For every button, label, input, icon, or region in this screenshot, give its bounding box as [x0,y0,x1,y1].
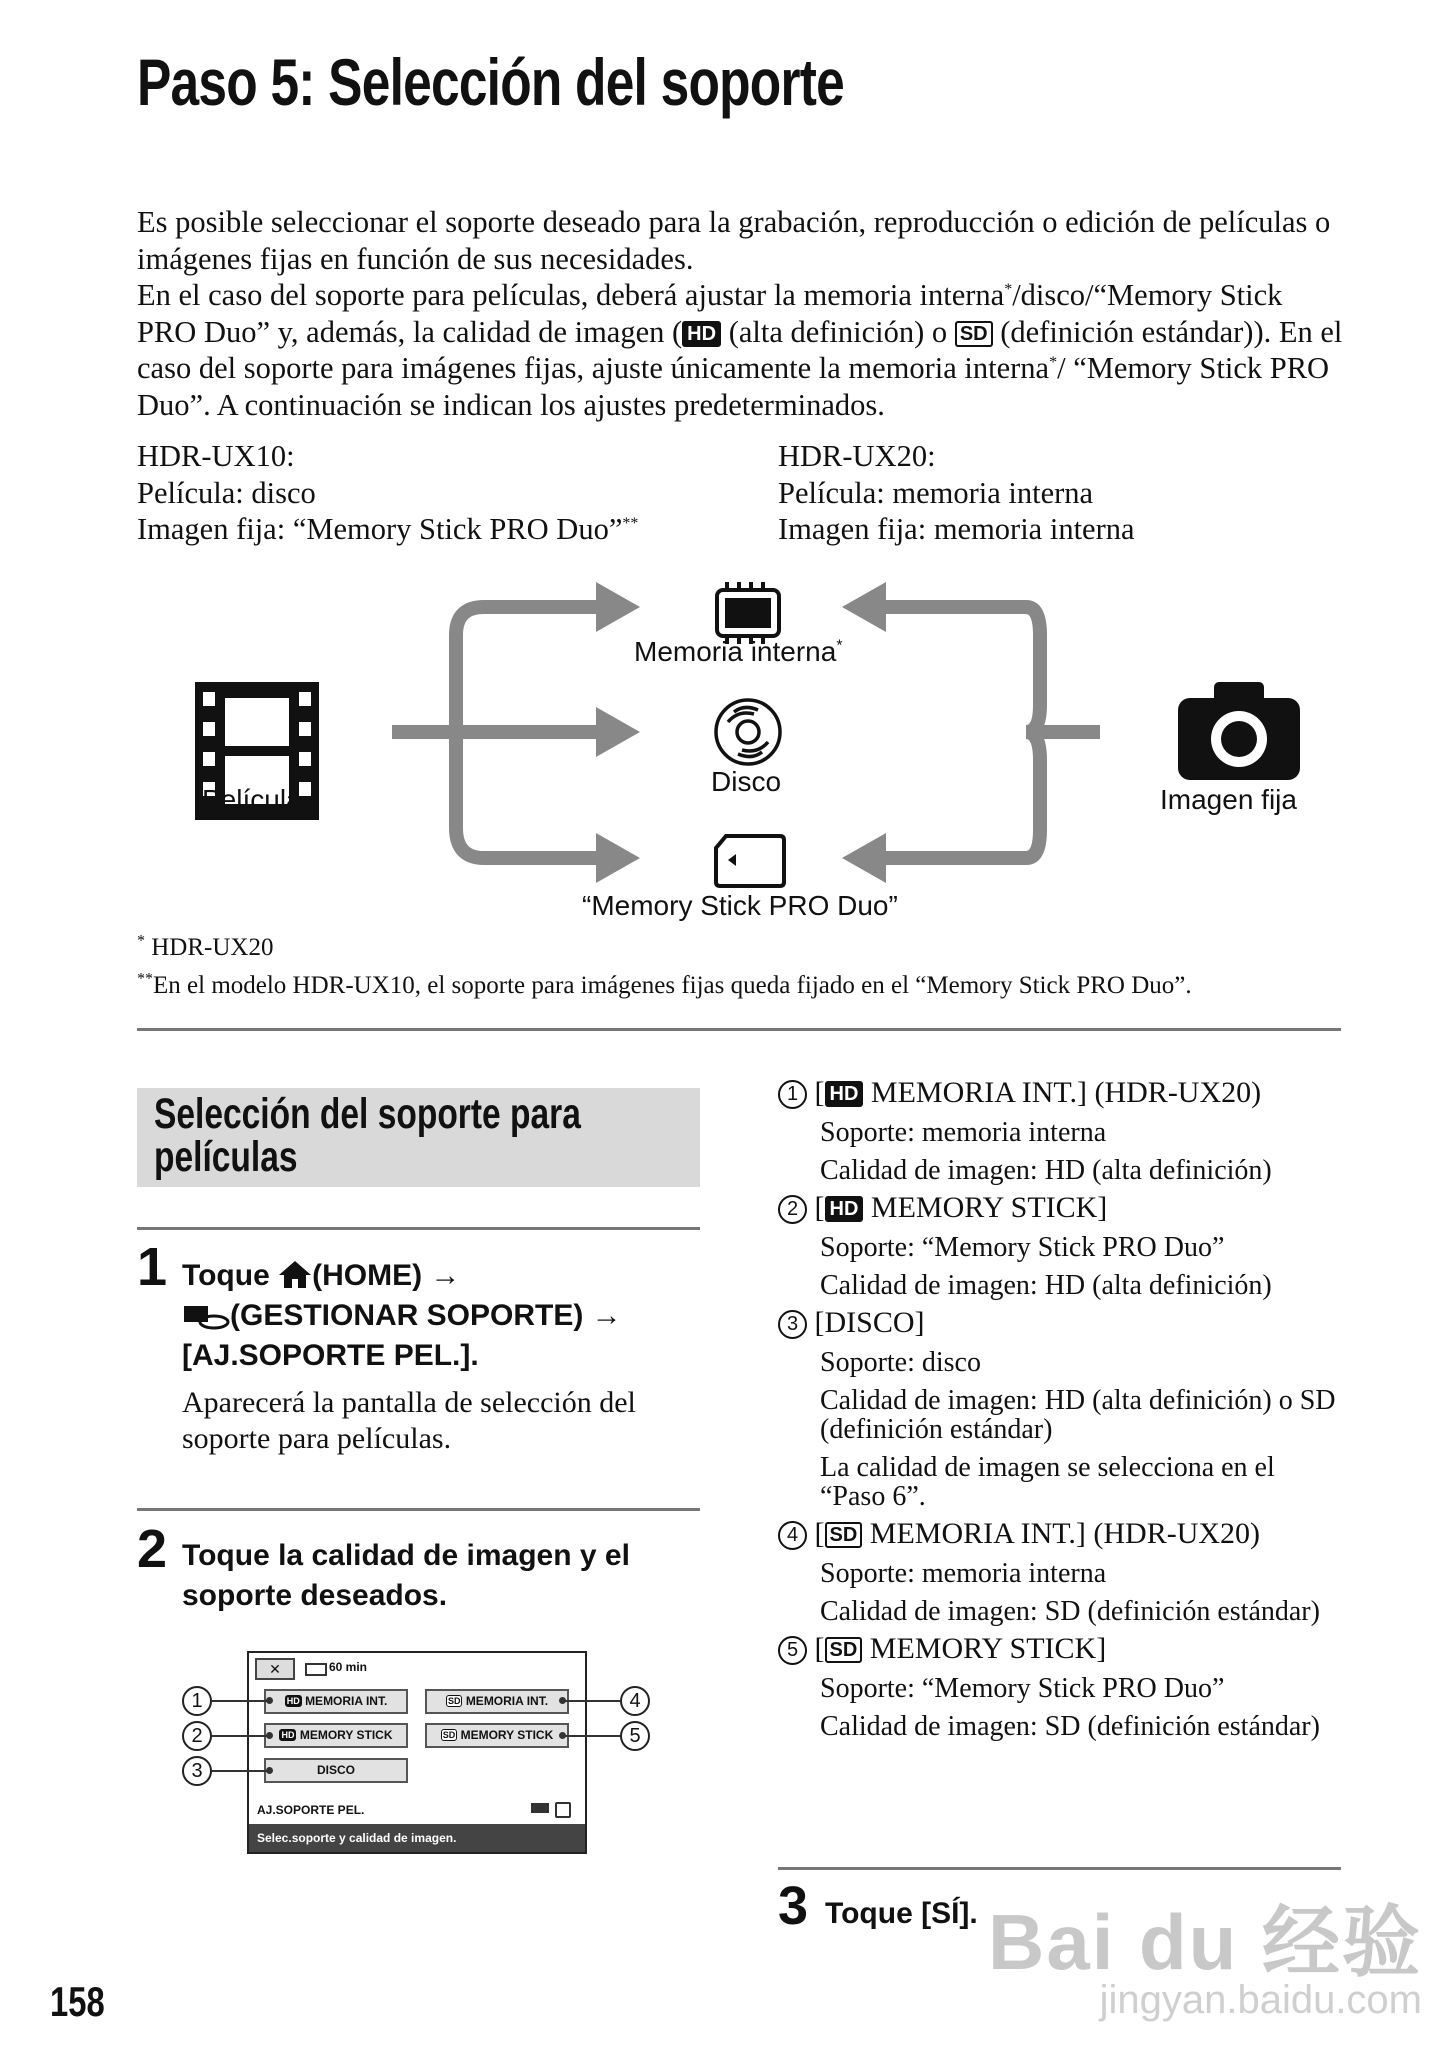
callout-4: 4 [620,1686,650,1716]
media-diagram [0,560,1452,940]
hd-badge-icon: HD [682,321,721,347]
option-3-button[interactable]: DISCO [264,1758,408,1783]
page-number: 158 [50,1978,105,2025]
step-1-description: Aparecerá la pantalla de selección del soporte para películas. [182,1386,636,1455]
step-2-instruction: Toque la calidad de imagen y el soporte deseados. [182,1539,630,1612]
watermark-url: jingyan.baidu.com [1099,1978,1422,2022]
footnote-2: **En el modelo HDR-UX10, el soporte para imágenes fijas queda fijado en el “Memory Stick PRO Duo”. [137,970,1192,999]
memory-stick-label: “Memory Stick PRO Duo” [582,890,898,921]
still-label: Imagen fija [1160,784,1297,815]
sd-badge-icon: SD [825,1637,863,1663]
divider [137,1227,700,1230]
defaults-ux20: HDR-UX20: Película: memoria interna Imagen fija: memoria interna [778,439,1135,546]
battery-remaining: 60 min [329,1660,368,1674]
list-item: 2 [ HD MEMORY STICK] Soporte: “Memory Stick PRO Duo” Calidad de imagen: HD (alta definición) [778,1193,1338,1300]
step-1-instruction: Toque (HOME) → (GESTIONAR SOPORTE) → [AJ.SOPORTE PEL.]. [182,1259,622,1372]
memory-stick-icon [716,836,784,886]
disc-icon [716,700,780,764]
internal-memory-icon [717,582,779,644]
option-4-button[interactable]: SD MEMORIA INT. [425,1689,569,1714]
hd-indicator-icon [531,1803,549,1813]
media-select-screen [247,1651,587,1854]
intro-paragraph-2: En el caso del soporte para películas, deberá ajustar la memoria interna*/disco/“Memory Stick PRO Duo” y, además, la calidad de imagen ( HD (alta definición) o SD (definición estándar)). En el caso del soporte para imágenes fijas, ajuste únicamente la memoria interna*/ “Memory Stick PRO Duo”. A continuación se indican los ajustes predeterminados. [137,278,1343,422]
list-item: 3 [DISCO] Soporte: disco Calidad de imagen: HD (alta definición) o SD (definición estándar) La calidad de imagen se selecciona en el “Paso 6”. [778,1308,1338,1511]
step-1-number: 1 [137,1237,168,1297]
divider [778,1867,1341,1870]
screen-hint: Selec.soporte y calidad de imagen. [249,1824,585,1852]
watermark-logo: Bai du 经验 [987,1898,1422,1986]
close-button[interactable]: ✕ [255,1658,295,1680]
defaults-ux10: HDR-UX10: Película: disco Imagen fija: “Memory Stick PRO Duo”** [137,439,639,546]
callout-1: 1 [182,1686,212,1716]
list-item: 4 [ SD MEMORIA INT.] (HDR-UX20) Soporte: memoria interna Calidad de imagen: SD (definición estándar) [778,1519,1338,1626]
sd-badge-icon: SD [825,1522,863,1548]
divider [137,1508,700,1511]
hd-badge-icon: HD [825,1081,864,1107]
manage-media-icon [182,1302,230,1330]
option-5-button[interactable]: SD MEMORY STICK [425,1723,569,1748]
footnote-1: * HDR-UX20 [137,932,274,961]
callout-2: 2 [182,1721,212,1751]
callout-5: 5 [620,1721,650,1751]
divider [137,1028,1341,1031]
step-3-instruction: Toque [SÍ]. [825,1897,978,1930]
callout-3: 3 [182,1756,212,1786]
disc-label: Disco [711,766,782,797]
sd-badge-icon: SD [955,321,993,347]
option-1-button[interactable]: HD MEMORIA INT. [264,1689,408,1714]
screen-title: AJ.SOPORTE PEL. [257,1803,365,1817]
intro-paragraph-1: Es posible seleccionar el soporte deseado para la grabación, reproducción o edición de películas o imágenes fijas en función de sus necesidades. [137,205,1331,276]
list-item: 5 [ SD MEMORY STICK] Soporte: “Memory Stick PRO Duo” Calidad de imagen: SD (definición estándar) [778,1634,1338,1741]
step-2-number: 2 [137,1519,168,1579]
option-2-button[interactable]: HD MEMORY STICK [264,1723,408,1748]
memory-indicator-icon [555,1802,571,1818]
internal-memory-label: Memoria interna* [634,636,843,667]
page-title: Paso 5: Selección del soporte [137,45,844,119]
home-icon [278,1259,312,1289]
intro-text [137,204,1347,423]
battery-icon [305,1663,327,1676]
movie-label: Película [202,784,302,815]
list-item: 1 [ HD MEMORIA INT.] (HDR-UX20) Soporte: memoria interna Calidad de imagen: HD (alta definición) [778,1078,1338,1185]
step-3-number: 3 [778,1876,809,1936]
camera-icon [1178,682,1300,780]
section-title: Selección del soporte para películas [154,1090,581,1181]
hd-badge-icon: HD [825,1196,864,1222]
option-list [778,1070,1338,1741]
